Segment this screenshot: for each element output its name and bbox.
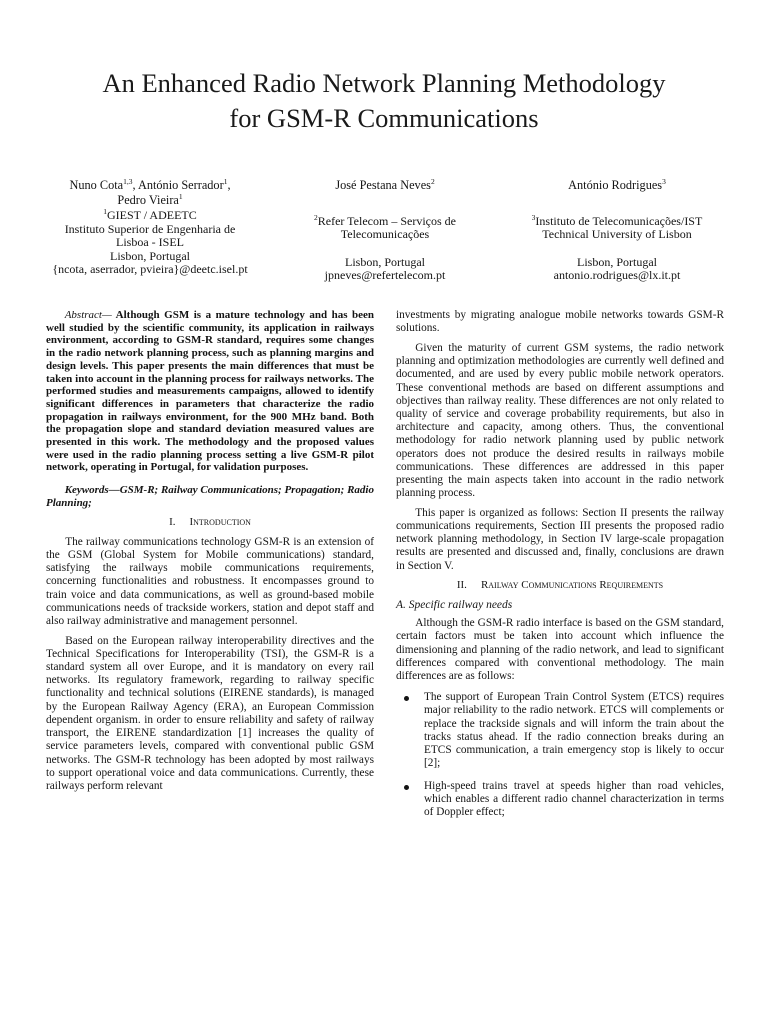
affiliation-line	[496, 228, 738, 242]
affiliation-marker: 1	[103, 207, 107, 216]
keywords: Keywords—GSM-R; Railway Communications; Propagation; Radio Planning;	[46, 484, 374, 509]
paragraph: Given the maturity of current GSM systems, the radio network planning and optimization methodologies are currently well defined and documented, and are used by every public mobile network operators. These conventional methods are based on different assumptions and objectives than railway reality. These differences are not only related to quality of service and coverage probability requirements, but also in architecture and capacity, among others. Thus, the conventional methodology for radio network planning used by public network operators does not produce the desired results in railways mobile communications. These differences are addressed in this paper presenting the main aspects taken into account in the radio network planning process.	[396, 341, 724, 500]
author-text: Instituto de Telecomunicações/IST	[535, 213, 703, 228]
affiliation-marker: 1	[223, 176, 228, 186]
section-title: Railway Communications Requirements	[480, 579, 664, 592]
section-number: I.	[169, 516, 176, 529]
affiliation-line	[30, 209, 270, 223]
title-line-1: An Enhanced Radio Network Planning Methodology	[102, 68, 666, 98]
affiliation-line	[496, 269, 738, 283]
affiliation-marker: 2	[314, 212, 318, 222]
author-text: Lisbon, Portugal	[345, 254, 425, 269]
affiliation-marker: 3	[531, 212, 536, 222]
author-text: Nuno Cota	[69, 178, 124, 192]
author-text: , António Serrador	[132, 178, 224, 192]
author-text: Technical University of Lisbon	[542, 227, 692, 242]
affiliation-marker: 1,3	[123, 176, 133, 186]
title-line-2: for GSM-R Communications	[229, 103, 539, 133]
author-text: Telecomunicações	[340, 227, 430, 242]
paragraph: Although the GSM-R radio interface is based on the GSM standard, certain factors must be taken into account which influence the dimensioning and planning of the radio network, and lead to significant differences compared with conventional methodology. The main differences are as follows:	[396, 617, 724, 683]
right-column	[396, 309, 724, 828]
author-column-3	[496, 178, 738, 283]
section-heading-requirements	[396, 579, 724, 592]
section-title: Introduction	[189, 516, 251, 529]
affiliation-line	[30, 250, 270, 264]
author-text: {ncota, aserrador, pvieira}@deetc.isel.pt	[52, 262, 248, 277]
abstract-text: Although GSM is a mature technology and has been well studied by the scientific community, its application in railways environment, according to GSM-R standard, requires some changes in the radio network planning process, such as planning margins and design levels. This paper presents the main differences that must be taken into account in the planning process for railways networks. The performed studies and measurements campaigns, allowed to identify significant differences in parameters that characterize the radio propagation in railways environment, for the 900 MHz band. Both the propagation slope and standard deviation measured values are presented in this work. The methodology and the proposed values were used in the radio planning process setting a live GSM-R pilot network, operating in Portugal, for validation purposes.	[46, 309, 374, 474]
abstract-label: Abstract—	[64, 309, 112, 321]
author-column-2	[280, 178, 490, 283]
author-text: Pedro Vieira	[117, 192, 179, 207]
paragraph: This paper is organized as follows: Section II presents the railway communications requirements, Section III presents the proposed radio network planning methodology, in Section IV large-scale propagation results are presented and discussed and, finally, conclusions are drawn in Section V.	[396, 506, 724, 572]
author-column-1	[30, 178, 270, 277]
author-text: Refer Telecom – Serviços de	[317, 213, 456, 228]
section-heading-introduction	[46, 516, 374, 529]
author-text: antonio.rodrigues@lx.it.pt	[553, 268, 681, 283]
author-text: Lisbon, Portugal	[577, 254, 657, 269]
author-text: ,	[227, 178, 231, 192]
affiliation-marker: 3	[662, 176, 666, 186]
author-names	[280, 178, 490, 193]
author-block	[30, 178, 738, 290]
affiliation-line	[30, 236, 270, 250]
section-number: II.	[456, 579, 467, 592]
author-text: GIEST / ADEETC	[106, 208, 197, 222]
author-text: José Pestana Neves	[335, 178, 431, 192]
author-text: Lisbon, Portugal	[110, 248, 190, 263]
paragraph: Based on the European railway interoperability directives and the Technical Specifications for Interoperability (TSI), the GSM-R is a standard system all over Europe, and it is mandatory on every rail networks. Its regulatory framework, regarding to railway specific functionality and technical solutions (EIRENE standards), is managed by the European Railway Agency (ERA), an European Commission dependent organism. in order to ensure reliability and safety of railway transport, the EIRENE standardization [1] increases the quality of service parameters levels, compared with conventional public GSM networks. The GSM-R technology has been adopted by most railways to support operational voice and data communications. Currently, these railways perform relevant	[46, 634, 374, 792]
author-text: jpneves@refertelecom.pt	[324, 268, 446, 283]
paper-title	[30, 66, 738, 136]
bullet-item: The support of European Train Control System (ETCS) requires major reliability to the radio network. ETCS will complements or replace the trackside signals and will inform the train about the tracks status ahead. If the radio connection breaks during an ETCS communication, a train emergency stop is likely to occur [2];	[424, 691, 724, 770]
paragraph: investments by migrating analogue mobile networks towards GSM-R solutions.	[396, 309, 724, 335]
affiliation-line	[280, 228, 490, 242]
author-names	[496, 178, 738, 193]
author-text: Instituto Superior de Engenharia de	[64, 221, 236, 236]
affiliation-marker: 2	[430, 176, 435, 186]
subsection-heading: A. Specific railway needs	[396, 599, 513, 612]
affiliation-line	[280, 256, 490, 270]
affiliation-line	[280, 269, 490, 283]
affiliation-marker: 1	[178, 191, 183, 201]
bullet-item: High-speed trains travel at speeds higher than road vehicles, which enables a different radio channel characterization in terms of Doppler effect;	[424, 779, 724, 818]
abstract	[46, 309, 374, 474]
affiliation-line	[496, 212, 738, 229]
affiliation-line	[280, 212, 490, 229]
author-names	[30, 178, 270, 207]
affiliation-line	[30, 263, 270, 277]
bullet-list	[396, 691, 724, 819]
author-text: Lisboa - ISEL	[116, 235, 184, 250]
author-text: António Rodrigues	[568, 178, 663, 192]
paragraph: The railway communications technology GSM-R is an extension of the GSM (Global System for Mobile communications) standard, satisfying the railways mobile communications requirements, concerning functionalities and robustness. It encompasses ground to train voice and data communications, as well as ground-based mobile communications needs of trackside workers, station and depot staff and also railway administrative and management personnel.	[46, 535, 374, 627]
affiliation-line	[496, 256, 738, 270]
left-column	[46, 309, 374, 800]
affiliation-line	[30, 223, 270, 237]
